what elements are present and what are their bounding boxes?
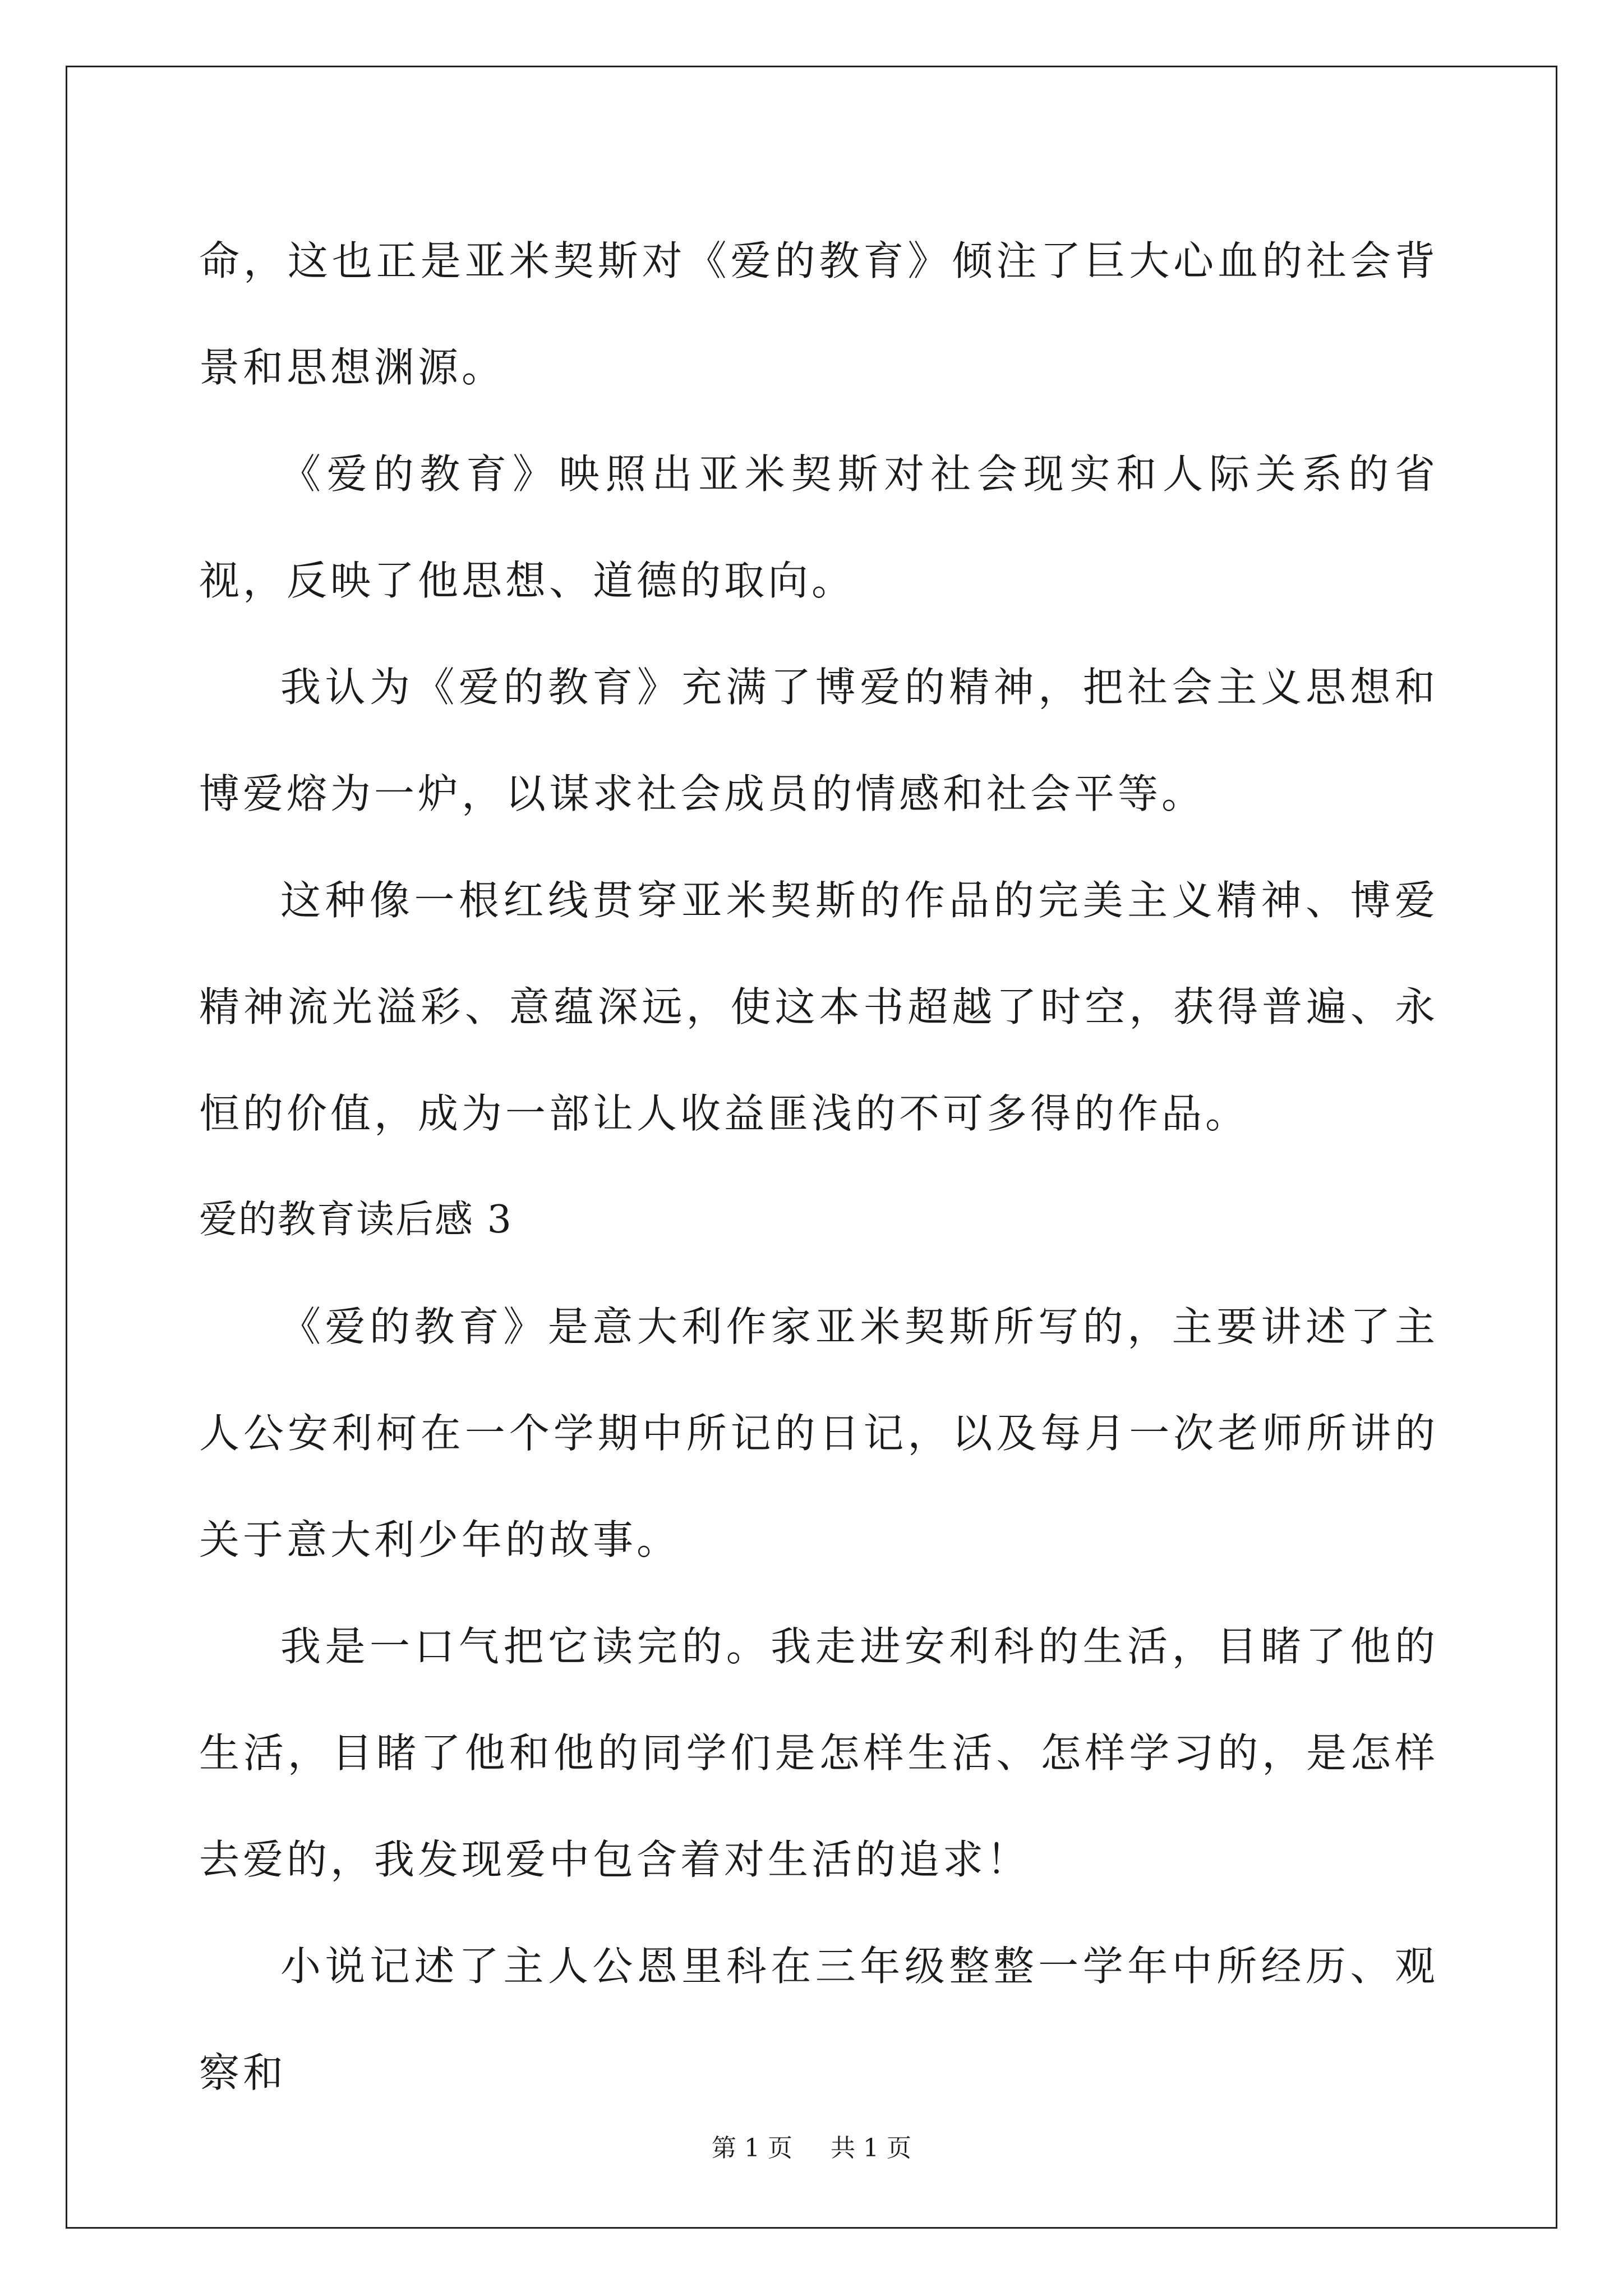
page-number: 第 1 页 (712, 2134, 792, 2162)
page-footer (0, 2132, 1623, 2165)
page-total: 共 1 页 (831, 2134, 911, 2162)
document-body (199, 208, 1438, 2126)
paragraph: 我认为《爱的教育》充满了博爱的精神，把社会主义思想和博爱熔为一炉，以谋求社会成员的情感和社会平等。 (199, 664, 1438, 817)
paragraph: 《爱的教育》是意大利作家亚米契斯所写的，主要讲述了主人公安利柯在一个学期中所记的日记，以及每月一次老师所讲的关于意大利少年的故事。 (199, 1303, 1438, 1563)
paragraph: 《爱的教育》映照出亚米契斯对社会现实和人际关系的省视，反映了他思想、道德的取向。 (199, 450, 1438, 604)
paragraph-continuation: 命，这也正是亚米契斯对《爱的教育》倾注了巨大心血的社会背景和思想渊源。 (199, 237, 1438, 391)
paragraph: 我是一口气把它读完的。我走进安利科的生活，目睹了他的生活，目睹了他和他的同学们是怎样生活、怎样学习的，是怎样去爱的，我发现爱中包含着对生活的追求！ (199, 1623, 1438, 1883)
paragraph: 这种像一根红线贯穿亚米契斯的作品的完美主义精神、博爱精神流光溢彩、意蕴深远，使这本书超越了时空，获得普遍、永恒的价值，成为一部让人收益匪浅的不可多得的作品。 (199, 877, 1438, 1137)
section-heading: 爱的教育读后感 3 (199, 1198, 513, 1242)
paragraph: 小说记述了主人公恩里科在三年级整整一学年中所经历、观察和 (199, 1943, 1438, 2096)
